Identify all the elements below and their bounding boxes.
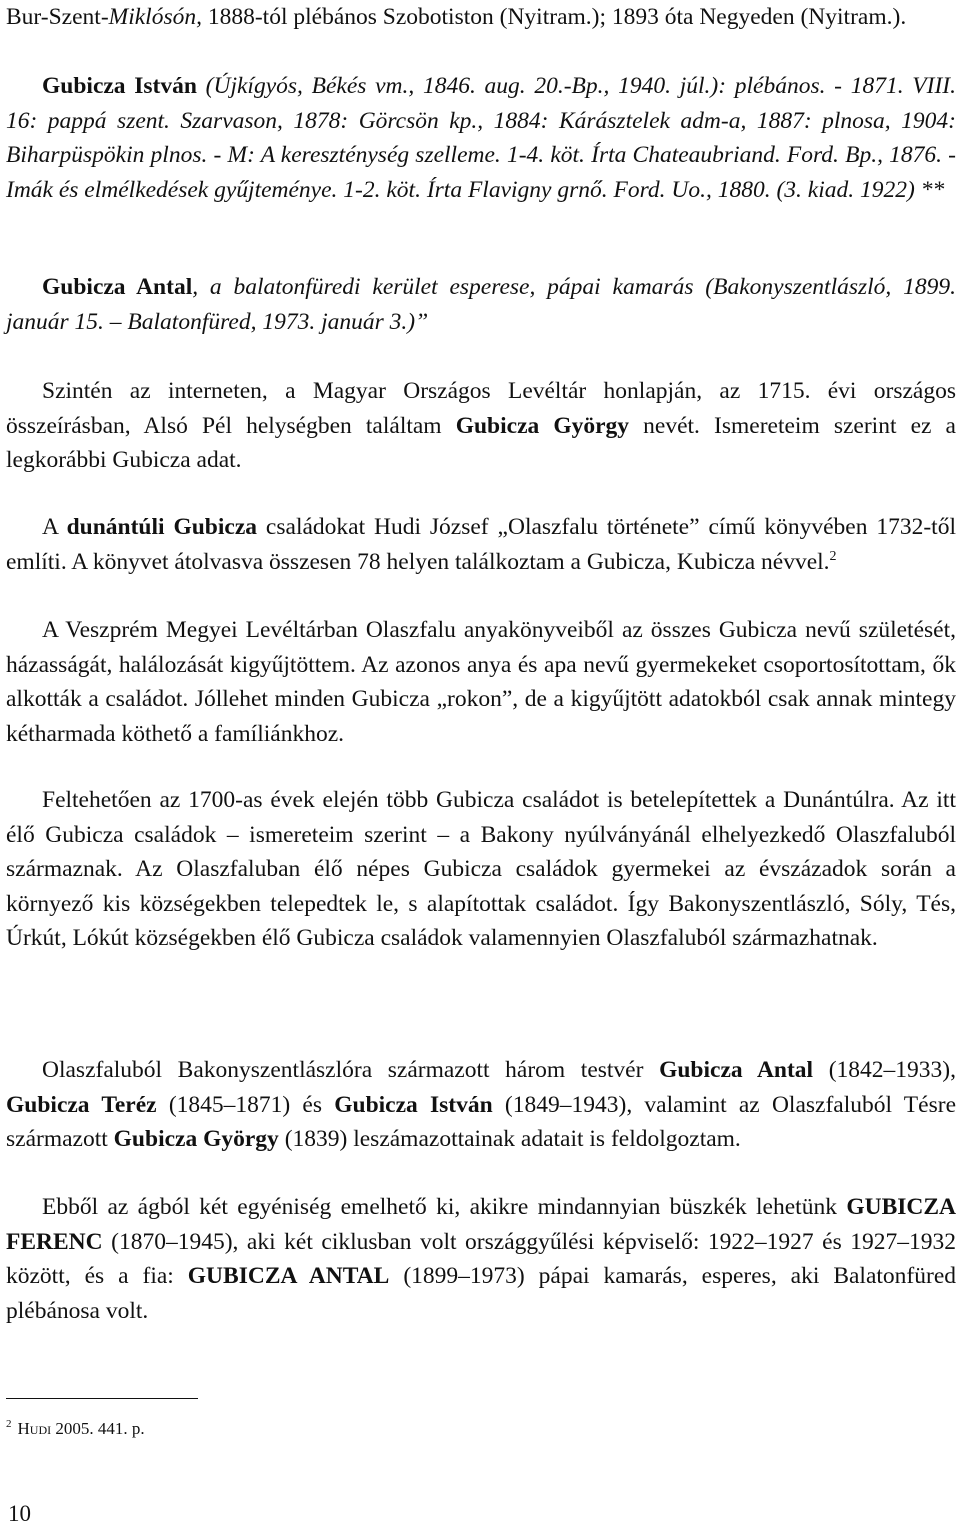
footnote — [6, 1418, 145, 1440]
entry-text-italic: Miklósón, — [108, 4, 202, 30]
paragraph-dunantuli — [6, 510, 956, 579]
paragraph-text: Olaszfaluból Bakonyszentlászlóra származott három testvér — [42, 1057, 660, 1083]
paragraph-text: Szintén az interneten, a Magyar Országos Levéltár honlapján, az 1715. évi országos összeírásban, Alsó Pél helységben találtam — [6, 378, 956, 439]
paragraph-bold: Gubicza György — [113, 1126, 279, 1152]
paragraph-text: (1849–1943), valamint az Olaszfaluból Tésre származott — [6, 1091, 956, 1152]
paragraph-bold: Gubicza Antal — [659, 1057, 814, 1083]
footnote-divider — [6, 1398, 198, 1399]
paragraph-text: családokat Hudi József „Olaszfalu története” című könyvében 1732-től említi. A könyvet átolvasva összesen 78 helyen találkoztam a Gubicza, Kubicza névvel. — [6, 514, 956, 575]
footnote-author: Hudi — [17, 1419, 52, 1438]
paragraph-bold: GUBICZA ANTAL — [187, 1263, 390, 1289]
paragraph-interneten — [6, 374, 956, 478]
footnote-number: 2 — [6, 1418, 12, 1431]
page-number: 10 — [8, 1501, 31, 1526]
paragraph-text: A — [42, 514, 67, 540]
paragraph-bold: Gubicza István — [334, 1091, 493, 1118]
paragraph-bold: Gubicza György — [455, 412, 630, 439]
entry-gubicza-istvan — [6, 69, 956, 207]
paragraph-veszprem: A Veszprém Megyei Levéltárban Olaszfalu anyakönyveiből az összes Gubicza nevű születését, házasságát, halálozását kigyűjtöttem. Az azonos anya és apa nevű gyermekeket csoportosítottam, ők alkották a családot. Jóllehet minden Gubicza „rokon”, de a kigyűjtött adatokból csak annak mintegy kétharmada köthető a famíliánkhoz. — [6, 617, 956, 747]
paragraph-text: nevét. Ismereteim szerint ez a legkorábbi Gubicza adat. — [6, 412, 956, 473]
paragraph-ebbol — [6, 1190, 956, 1328]
paragraph-bold: Gubicza Teréz — [6, 1091, 157, 1118]
paragraph-text: (1842–1933), — [813, 1057, 956, 1083]
entry-text: Bur-Szent- — [6, 4, 109, 30]
paragraph-text: (1839) leszámazottainak adatait is feldolgoztam. — [278, 1126, 741, 1152]
entry-text: 1888-tól plébános Szobotiston (Nyitram.); 1893 óta Negyeden (Nyitram.). — [201, 4, 907, 30]
paragraph-text: (1899–1973) pápai kamarás, esperes, aki Balatonfüred plébánosa volt. — [6, 1263, 956, 1324]
paragraph-olaszfalubol — [6, 1053, 956, 1157]
entry-szent-miklosi — [6, 0, 956, 35]
paragraph-text: (1845–1871) és — [156, 1091, 335, 1118]
entry-name: Gubicza Antal — [42, 274, 193, 300]
paragraph-bold: GUBICZA FERENC — [6, 1194, 956, 1255]
paragraph-text: (1870–1945), aki két ciklusban volt országgyűlési képviselő: 1922–1927 és 1927–1932 között, és a fia: — [6, 1228, 956, 1289]
entry-text: (Újkígyós, Békés vm., 1846. aug. 20.-Bp., 1940. júl.): plébános. - 1871. VIII. 16: pappá szent. Szarvason, 1878: Görcsön kp., 1884: Kárásztelek adm-a, 1887: plnosa, 1904: Biharpüspökin plnos. - M: A kereszténység szelleme. 1-4. köt. Írta Chateaubriand. Ford. Bp., 1876. - Imák és elmélkedések gyűjteménye. 1-2. köt. Írta Flavigny grnő. Ford. Uo., 1880. (3. kiad. 1922) ** — [6, 73, 956, 203]
entry-text: , a balatonfüredi kerület esperese, pápai kamarás (Bakonyszentlászló, 1899. január 15. – Balatonfüred, 1973. január 3.)” — [6, 274, 956, 335]
footnote-reference[interactable]: 2 — [829, 548, 837, 564]
paragraph-text: Ebből az ágból két egyéniség emelhető ki, akikre mindannyian büszkék lehetünk — [42, 1194, 847, 1220]
paragraph-bold: dunántúli Gubicza — [66, 514, 258, 540]
entry-gubicza-antal — [6, 270, 956, 339]
paragraph-feltehetoen: Feltehetően az 1700-as évek elején több Gubicza családot is betelepítettek a Dunántúlra. Az itt élő Gubicza családok – ismereteim szerint – a Bakony nyúlványánál elhelyezkedő Olaszfaluból származnak. Az Olaszfaluban élő népes Gubicza családok gyermekei az évszázadok során a környező kis községekben telepedtek le, s alapítottak családot. Így Bakonyszentlászló, Sóly, Tés, Úrkút, Lókút községekben élő Gubicza családok valamennyien Olaszfaluból származhatnak. — [6, 787, 956, 951]
footnote-text: 2005. 441. p. — [51, 1419, 145, 1438]
entry-name: Gubicza István — [42, 73, 197, 99]
